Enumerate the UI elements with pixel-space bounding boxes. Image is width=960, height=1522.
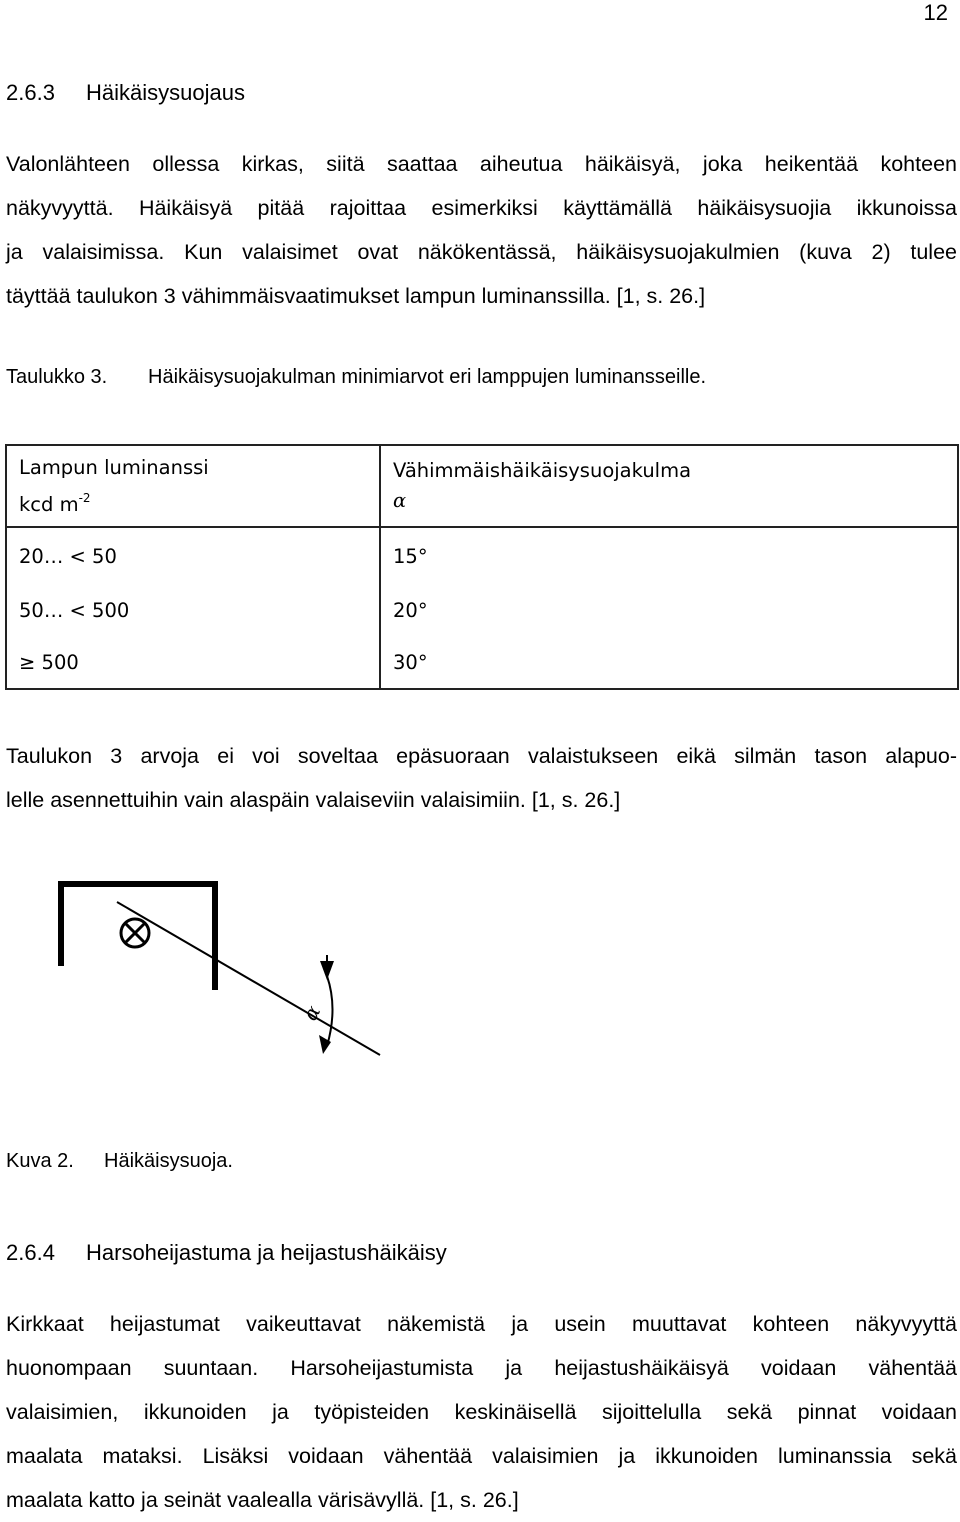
text-line: Valonlähteen ollessa kirkas, siitä saattaa aiheutua häikäisyä, joka heikentää kohteen — [6, 152, 957, 176]
header-alpha-symbol: α — [393, 489, 407, 512]
text-line: maalata katto ja seinät vaalealla värisävyllä. [1, s. 26.] — [6, 1488, 519, 1512]
section-number: 2.6.4 — [6, 1240, 55, 1265]
figure-caption-text: Häikäisysuoja. — [104, 1150, 233, 1172]
header-lamp-luminance — [6, 445, 380, 527]
glare-shield-diagram — [0, 860, 420, 1120]
cell-luminance: 20… < 50 — [6, 527, 380, 584]
table-caption-label: Taulukko 3. — [6, 366, 108, 388]
figure-caption — [6, 1150, 233, 1173]
section-heading-2-6-3 — [6, 80, 245, 106]
section-number: 2.6.3 — [6, 80, 55, 105]
text-line: Kirkkaat heijastumat vaikeuttavat näkemistä ja usein muuttavat kohteen näkyvyyttä — [6, 1312, 957, 1336]
angle-arc — [327, 976, 333, 1046]
text-line: huonompaan suuntaan. Harsoheijastumista ja heijastushäikäisyä voidaan vähentää — [6, 1356, 957, 1380]
section-title: Häikäisysuojaus — [86, 80, 245, 105]
text-line: valaisimien, ikkunoiden ja työpisteiden keskinäisellä sijoittelulla sekä pinnat voidaan — [6, 1400, 957, 1424]
cell-luminance: 50… < 500 — [6, 584, 380, 636]
paragraph-table-note — [6, 734, 957, 822]
text-line: näkyvyyttä. Häikäisyä pitää rajoittaa esimerkiksi käyttämällä häikäisysuojia ikkunoissa — [6, 196, 957, 220]
text-line: Taulukon 3 arvoja ei voi soveltaa epäsuoraan valaistukseen eikä silmän tason alapuo- — [6, 744, 957, 768]
header-text: Vähimmäishäikäisysuojakulma — [393, 459, 692, 482]
text-line: täyttää taulukon 3 vähimmäisvaatimukset lampun luminanssilla. [1, s. 26.] — [6, 284, 706, 308]
page-number: 12 — [923, 0, 948, 25]
angle-alpha-label: α — [297, 1001, 326, 1025]
cell-angle: 30° — [393, 650, 428, 674]
header-unit-exponent: -2 — [78, 490, 91, 505]
cutoff-line — [117, 902, 380, 1055]
text-line: lelle asennettuihin vain alaspäin valaiseviin valaisimiin. [1, s. 26.] — [6, 788, 621, 812]
cell-angle: 20° — [393, 598, 428, 622]
text-line: ja valaisimissa. Kun valaisimet ovat näkökentässä, häikäisysuojakulmien (kuva 2) tulee — [6, 240, 957, 264]
luminance-table — [5, 444, 959, 690]
figure-caption-label: Kuva 2. — [6, 1150, 74, 1172]
text-line: maalata mataksi. Lisäksi voidaan vähentää valaisimien ja ikkunoiden luminanssia sekä — [6, 1444, 957, 1468]
lamp-symbol-icon — [121, 919, 149, 947]
paragraph-veiling-reflections — [6, 1302, 957, 1522]
paragraph-glare-protection — [6, 142, 957, 318]
header-text: Lampun luminanssi — [19, 455, 209, 479]
table-header-row — [6, 445, 958, 527]
header-min-angle — [380, 445, 958, 527]
arrow-head-top-icon — [320, 961, 334, 980]
section-heading-2-6-4 — [6, 1240, 447, 1266]
table-row — [6, 527, 958, 584]
table-row — [6, 584, 958, 636]
cell-luminance: ≥ 500 — [6, 636, 380, 689]
table-row — [6, 636, 958, 689]
cell-angle: 15° — [393, 544, 428, 568]
section-title: Harsoheijastuma ja heijastushäikäisy — [86, 1240, 447, 1265]
header-unit: kcd m — [19, 492, 79, 516]
table-caption — [6, 366, 706, 389]
table-caption-text: Häikäisysuojakulman minimiarvot eri lamppujen luminansseille. — [148, 366, 707, 388]
